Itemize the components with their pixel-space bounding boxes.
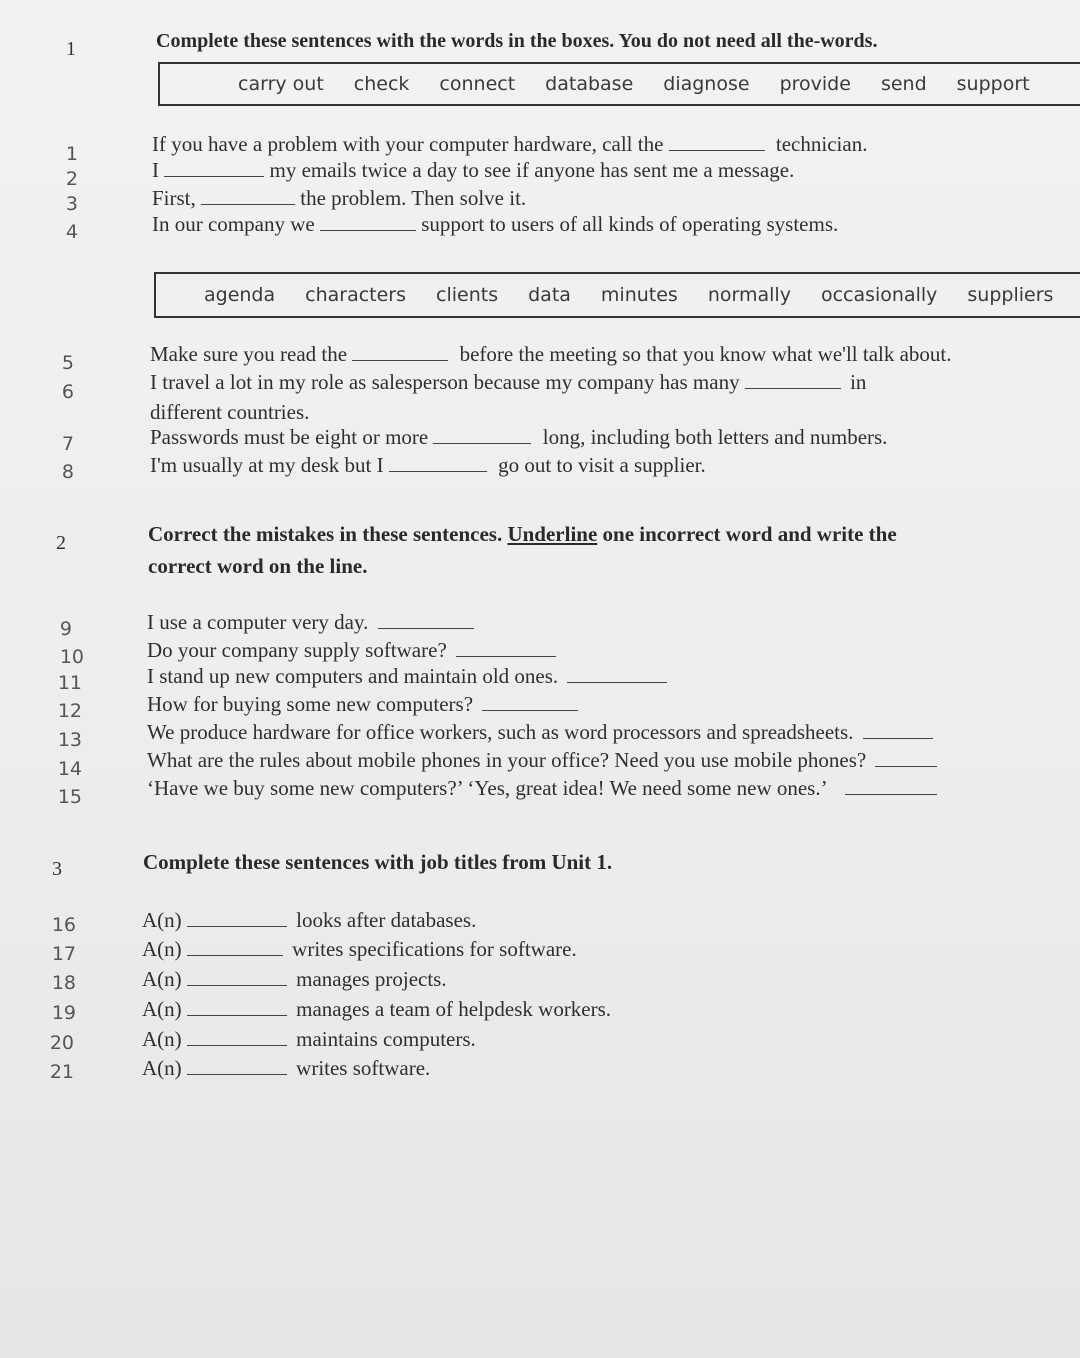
sentence-8 [150,453,706,478]
sentence-8-part-a: I'm usually at my desk but I [150,453,384,477]
sentence-5-part-a: Make sure you read the [150,342,348,366]
sentence-11-text: I stand up new computers and maintain old ones. [147,664,559,688]
answer-blank-1[interactable] [669,149,765,151]
answer-blank-19[interactable] [187,1014,287,1016]
answer-blank-20[interactable] [187,1044,287,1046]
sentence-11 [147,664,667,689]
sentence-15 [147,776,937,801]
item-number: 15 [57,786,82,808]
word-box-2-word: data [528,284,571,306]
sentence-6-part-a: I travel a lot in my role as salesperson because my company has many [150,370,740,394]
sentence-18-text: manages projects. [296,967,447,991]
word-box-2-word: clients [436,284,499,306]
sentence-7-part-b: long, including both letters and numbers. [542,425,888,449]
answer-blank-15[interactable] [845,793,937,795]
word-box-2 [154,272,1080,318]
answer-blank-21[interactable] [187,1073,287,1075]
sentence-17 [142,937,577,962]
sentence-14-text: What are the rules about mobile phones in your office? Need you use mobile phones? [147,748,867,772]
item-number: 14 [57,758,82,780]
sentence-21-prefix: A(n) [142,1056,182,1080]
sentence-13 [147,720,933,745]
sentence-8-part-b: go out to visit a supplier. [498,453,706,477]
answer-blank-3[interactable] [201,203,295,205]
answer-blank-9[interactable] [378,627,474,629]
exercise-1-heading: Complete these sentences with the words in the boxes. You do not need all the-words. [156,30,878,52]
answer-blank-12[interactable] [482,709,578,711]
sentence-18 [142,967,447,992]
item-number: 2 [65,168,78,190]
answer-blank-13[interactable] [863,737,933,739]
answer-blank-11[interactable] [567,681,667,683]
word-box-2-word: suppliers [967,284,1054,306]
word-box-1-word: check [353,73,410,95]
item-number: 19 [51,1002,76,1024]
sentence-7 [150,425,887,450]
item-number: 6 [61,381,74,403]
sentence-14 [147,748,937,773]
answer-blank-18[interactable] [187,984,287,986]
sentence-3 [152,186,526,211]
sentence-17-prefix: A(n) [142,937,182,961]
item-number: 8 [61,461,74,483]
sentence-1 [152,132,867,157]
answer-blank-7[interactable] [433,442,531,444]
sentence-19 [142,997,611,1022]
sentence-9 [147,610,474,635]
sentence-21 [142,1056,430,1081]
word-box-2-word: normally [707,284,791,306]
item-number: 3 [65,193,78,215]
sentence-18-prefix: A(n) [142,967,182,991]
answer-blank-6[interactable] [745,387,841,389]
sentence-1-part-b: technician. [775,132,868,156]
sentence-19-text: manages a team of helpdesk workers. [296,997,612,1021]
sentence-16 [142,908,476,933]
item-number: 10 [59,646,84,668]
sentence-6-continuation: different countries. [150,400,310,424]
sentence-3-part-a: First, [152,186,196,210]
sentence-10 [147,638,556,663]
sentence-6-part-b: in [850,370,867,394]
sentence-9-text: I use a computer very day. [147,610,369,634]
word-box-2-word: occasionally [820,284,938,306]
item-number: 21 [49,1061,74,1083]
word-box-2-word: agenda [204,284,276,306]
sentence-4-part-a: In our company we [152,212,315,236]
sentence-15-text: ‘Have we buy some new computers?’ ‘Yes, great idea! We need some new ones.’ [147,776,827,800]
word-box-1-word: diagnose [663,73,750,95]
item-number: 4 [65,221,78,243]
item-number: 13 [57,729,82,751]
word-box-1-word: connect [439,73,516,95]
sentence-4-part-b: support to users of all kinds of operating systems. [421,212,839,236]
item-number: 18 [51,972,76,994]
answer-blank-4[interactable] [320,229,416,231]
sentence-19-prefix: A(n) [142,997,182,1021]
word-box-1-word: send [880,73,927,95]
word-box-1-word: support [956,73,1030,95]
item-number: 16 [51,914,76,936]
sentence-16-prefix: A(n) [142,908,182,932]
exercise-2-heading-part-1: Correct the mistakes in these sentences. [148,522,503,546]
answer-blank-14[interactable] [875,765,937,767]
exercise-1-number: 1 [66,38,76,60]
item-number: 17 [51,943,76,965]
exercise-3-number: 3 [52,858,62,880]
item-number: 11 [57,672,82,694]
word-box-1-word: carry out [238,73,324,95]
sentence-6 [150,370,866,395]
word-box-1-word: database [545,73,634,95]
sentence-16-text: looks after databases. [296,908,477,932]
sentence-21-text: writes software. [296,1056,431,1080]
item-number: 1 [65,143,78,165]
sentence-5 [150,342,952,367]
word-box-2-word: minutes [600,284,678,306]
sentence-20-text: maintains computers. [296,1027,476,1051]
item-number: 9 [59,618,72,640]
item-number: 20 [49,1032,74,1054]
sentence-2 [152,158,794,183]
exercise-3-heading: Complete these sentences with job titles from Unit 1. [143,850,613,874]
word-box-1-word: provide [779,73,851,95]
item-number: 7 [61,433,74,455]
sentence-20 [142,1027,476,1052]
exercise-2-number: 2 [56,532,66,554]
sentence-3-part-b: the problem. Then solve it. [300,186,527,210]
word-box-1 [158,62,1080,106]
item-number: 12 [57,700,82,722]
exercise-2-heading-part-2: one incorrect word and write the [602,522,897,546]
sentence-1-part-a: If you have a problem with your computer hardware, call the [152,132,664,156]
sentence-7-part-a: Passwords must be eight or more [150,425,429,449]
answer-blank-16[interactable] [187,925,287,927]
sentence-13-text: We produce hardware for office workers, such as word processors and spreadsheets. [147,720,854,744]
exercise-2-heading [148,522,897,547]
sentence-12-text: How for buying some new computers? [147,692,474,716]
answer-blank-10[interactable] [456,655,556,657]
sentence-2-part-a: I [152,158,159,182]
answer-blank-17[interactable] [187,954,283,956]
exercise-2-heading-line-2: correct word on the line. [148,554,368,578]
sentence-5-part-b: before the meeting so that you know what we'll talk about. [459,342,952,366]
sentence-12 [147,692,578,717]
sentence-17-text: writes specifications for software. [292,937,577,961]
answer-blank-5[interactable] [352,359,448,361]
sentence-4 [152,212,838,237]
item-number: 5 [61,352,74,374]
word-box-2-word: characters [305,284,407,306]
answer-blank-8[interactable] [389,470,487,472]
exercise-2-heading-underline: Underline [507,522,598,546]
sentence-10-text: Do your company supply software? [147,638,447,662]
sentence-20-prefix: A(n) [142,1027,182,1051]
answer-blank-2[interactable] [164,175,264,177]
sentence-2-part-b: my emails twice a day to see if anyone has sent me a message. [269,158,795,182]
